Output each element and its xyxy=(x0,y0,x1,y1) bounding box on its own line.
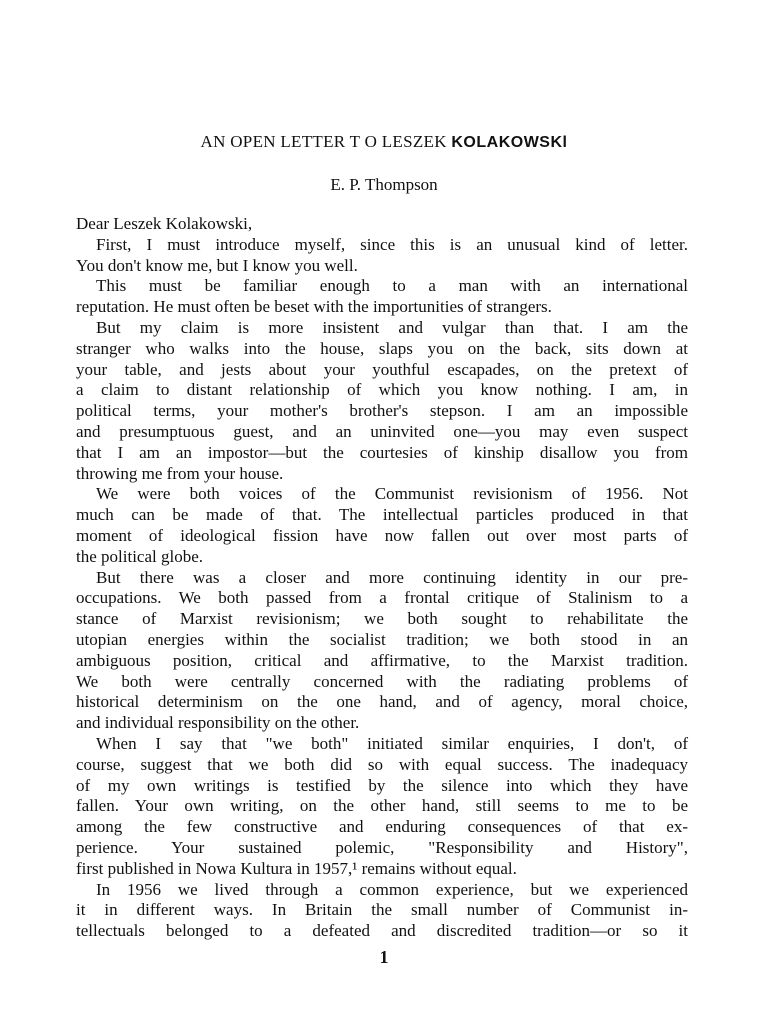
text-line: moment of ideological fission have now fallen out over most parts of xyxy=(76,525,688,545)
text-line: among the few constructive and enduring consequences of that ex- xyxy=(76,817,688,837)
text-line: In 1956 we lived through a common experience, but we experienced xyxy=(96,879,688,899)
text-line: This must be familiar enough to a man with an international xyxy=(96,276,688,296)
text-line: your table, and jests about your youthful escapades, on the pretext of xyxy=(76,359,688,379)
author-name: E. P. Thompson xyxy=(330,175,438,194)
text-line: stance of Marxist revisionism; we both sought to rehabilitate the xyxy=(76,609,688,629)
text-line: utopian energies within the socialist tradition; we both stood in an xyxy=(76,629,688,649)
text-line: political terms, your mother's brother's stepson. I am an impossible xyxy=(76,401,688,421)
text-line: much can be made of that. The intellectual particles produced in that xyxy=(76,505,688,525)
text-line: reputation. He must often be beset with the importunities of strangers. xyxy=(76,297,552,317)
text-line: You don't know me, but I know you well. xyxy=(76,255,358,275)
text-line: and presumptuous guest, and an uninvited one—you may even suspect xyxy=(76,421,688,441)
page-number: 1 xyxy=(379,947,389,967)
text-line: historical determinism on the one hand, and of agency, moral choice, xyxy=(76,692,688,712)
text-line: first published in Nowa Kultura in 1957,¹ remains without equal. xyxy=(76,858,517,878)
text-line: course, suggest that we both did so with equal success. The inadequacy xyxy=(76,754,688,774)
text-line: ambiguous position, critical and affirmative, to the Marxist tradition. xyxy=(76,650,688,670)
text-line: the political globe. xyxy=(76,546,203,566)
text-line: stranger who walks into the house, slaps you on the back, sits down at xyxy=(76,338,688,358)
text-line: But my claim is more insistent and vulgar than that. I am the xyxy=(96,317,688,337)
text-line: We both were centrally concerned with the radiating problems of xyxy=(76,671,688,691)
text-line: We were both voices of the Communist revisionism of 1956. Not xyxy=(96,484,688,504)
text-line: it in different ways. In Britain the small number of Communist in- xyxy=(76,900,688,920)
letter-title xyxy=(0,131,768,154)
text-line: a claim to distant relationship of which you know nothing. I am, in xyxy=(76,380,688,400)
text-line: and individual responsibility on the other. xyxy=(76,713,360,733)
title-prefix: AN OPEN LETTER T O LESZEK xyxy=(200,132,452,151)
text-line: But there was a closer and more continuing identity in our pre- xyxy=(96,567,688,587)
salutation-line: Dear Leszek Kolakowski, xyxy=(76,214,253,233)
text-line: When I say that "we both" initiated similar enquiries, I don't, of xyxy=(96,733,688,753)
title-surname: KOLAKOWSKl xyxy=(451,134,568,151)
letter-body xyxy=(76,214,688,942)
text-line: fallen. Your own writing, on the other hand, still seems to me to be xyxy=(76,796,688,816)
text-line: that I am an impostor—but the courtesies of kinship disallow you from xyxy=(76,442,688,462)
text-line: perience. Your sustained polemic, "Responsibility and History", xyxy=(76,837,688,857)
text-line: throwing me from your house. xyxy=(76,463,284,483)
text-line: occupations. We both passed from a frontal critique of Stalinism to a xyxy=(76,588,688,608)
text-line: First, I must introduce myself, since this is an unusual kind of letter. xyxy=(96,234,688,254)
text-line: tellectuals belonged to a defeated and discredited tradition—or so it xyxy=(76,921,688,941)
text-line: of my own writings is testified by the silence into which they have xyxy=(76,775,688,795)
